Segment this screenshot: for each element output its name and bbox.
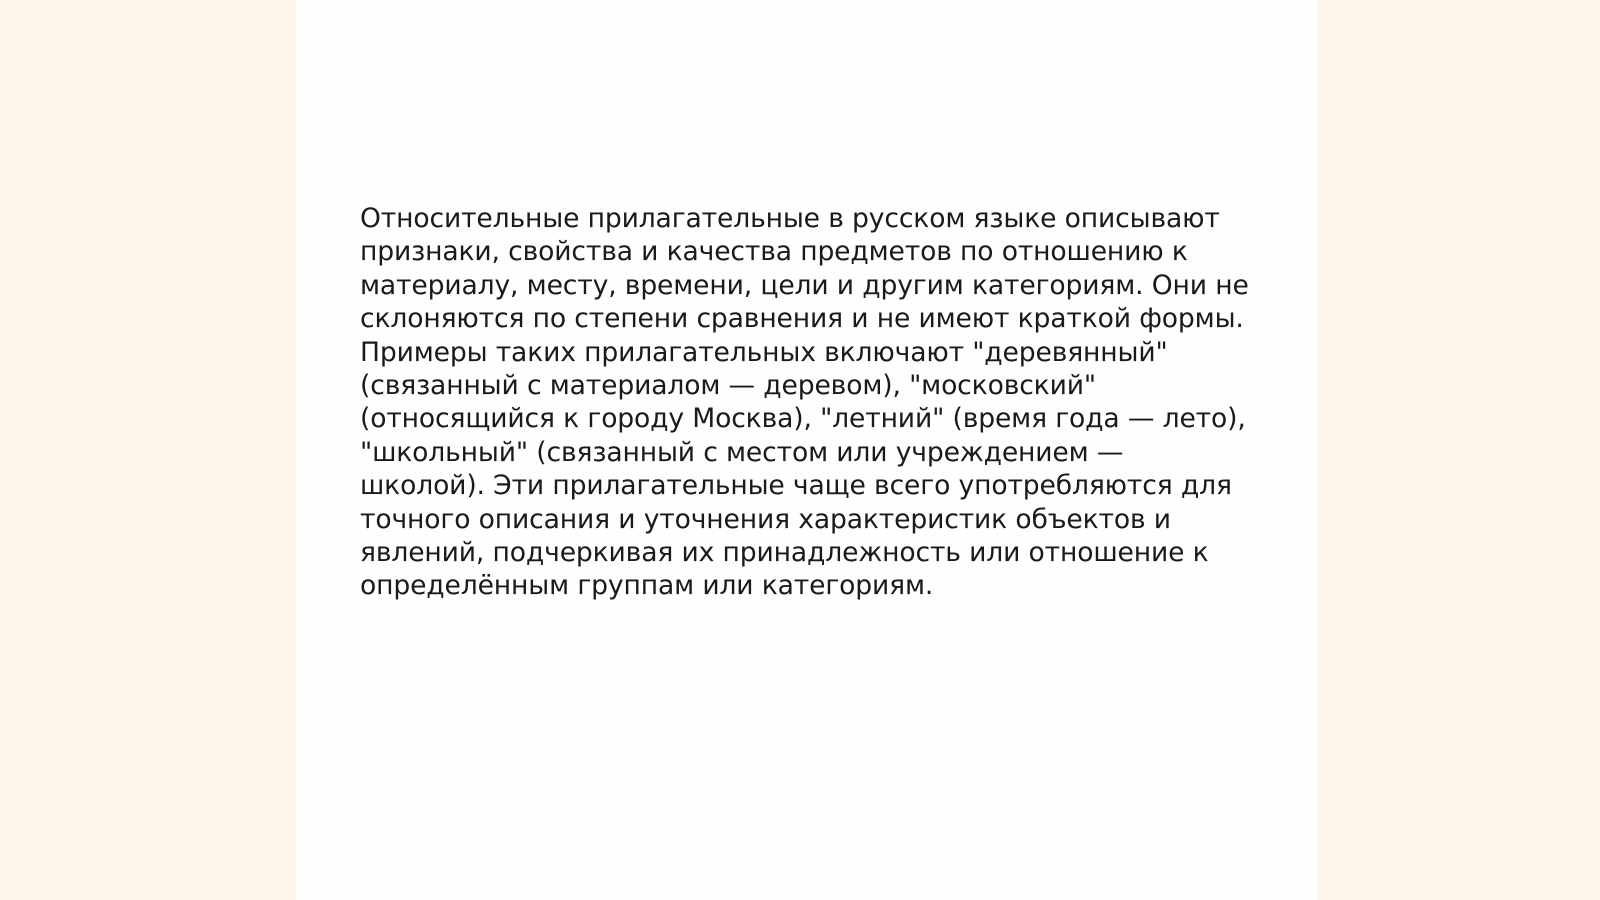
document-page	[296, 0, 1318, 900]
paragraph-line-1: Относительные прилагательные в русском языке описывают	[360, 203, 1220, 234]
paragraph-line-6: (связанный с материалом — деревом), "московский"	[360, 370, 1096, 402]
paragraph-line-9: школой). Эти прилагательные чаще всего употребляются для	[360, 470, 1232, 502]
paragraph-line-2: признаки, свойства и качества предметов по отношению к	[360, 236, 1188, 268]
paragraph-line-5: Примеры таких прилагательных включают "деревянный"	[360, 336, 1168, 368]
paragraph-line-10: точного описания и уточнения характеристик объектов и	[360, 503, 1171, 535]
paragraph-line-11: явлений, подчеркивая их принадлежность или отношение к	[360, 537, 1209, 569]
paragraph-line-7: (относящийся к городу Москва), "летний" (время года — лето),	[360, 403, 1246, 435]
body-paragraph	[360, 202, 1250, 603]
paragraph-line-8: "школьный" (связанный с местом или учреждением —	[360, 436, 1124, 468]
paragraph-line-3: материалу, месту, времени, цели и другим категориям. Они не	[360, 269, 1249, 301]
paragraph-line-4: склоняются по степени сравнения и не имеют краткой формы.	[360, 303, 1244, 335]
paragraph-line-12: определённым группам или категориям.	[360, 570, 934, 602]
